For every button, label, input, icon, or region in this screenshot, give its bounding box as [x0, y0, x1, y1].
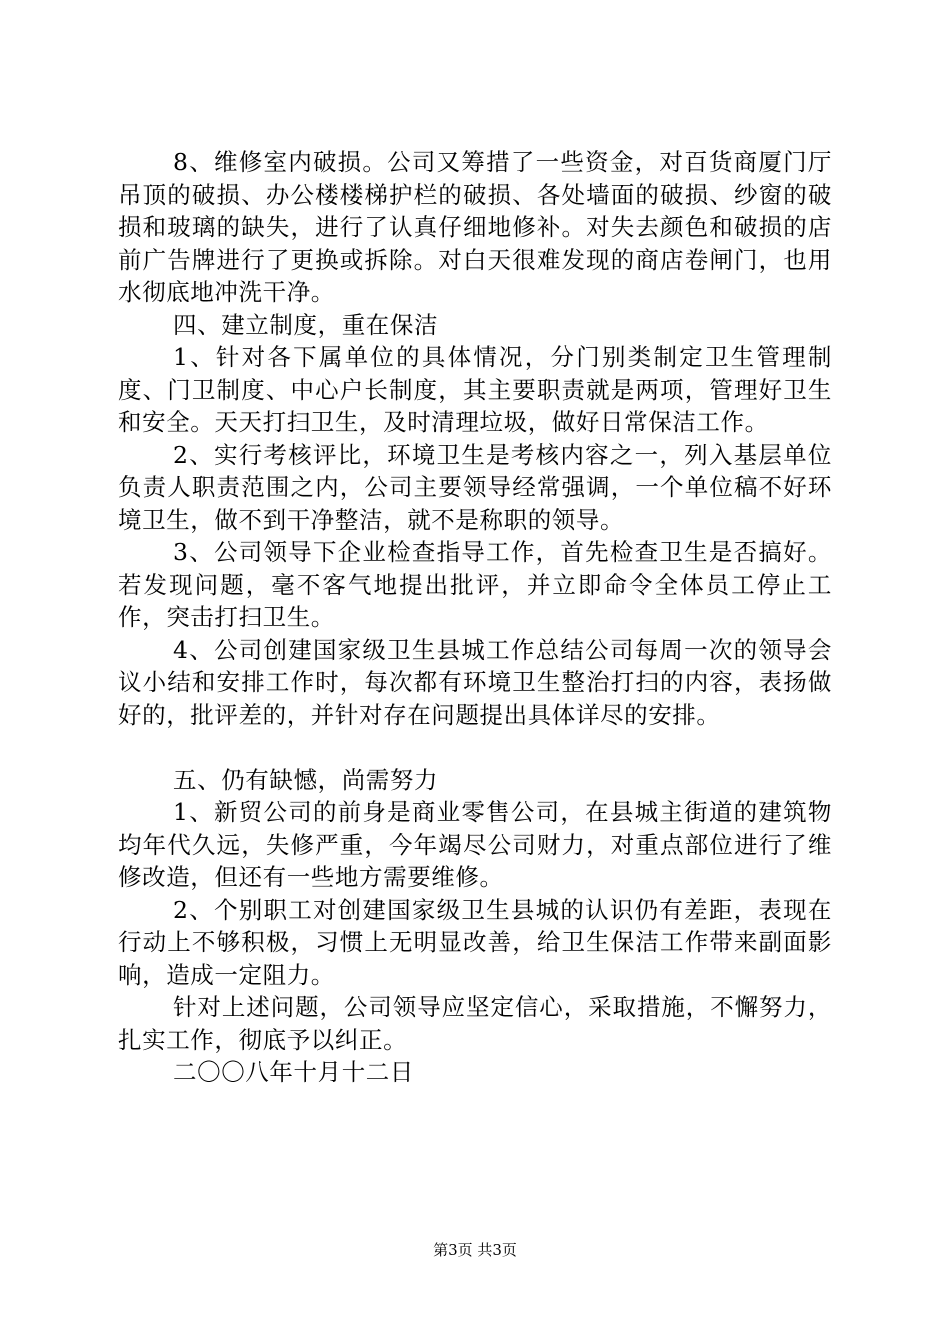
document-body [118, 146, 832, 1089]
paragraph-conclusion: 针对上述问题，公司领导应坚定信心，采取措施，不懈努力，扎实工作，彻底予以纠正。 [118, 993, 832, 1054]
page-number: 第3页 共3页 [433, 1241, 517, 1259]
section-heading-4: 四、建立制度，重在保洁 [173, 310, 439, 339]
section-heading-5: 五、仍有缺憾，尚需努力 [173, 765, 439, 794]
document-date: 二〇〇八年十月十二日 [173, 1058, 414, 1086]
paragraph-staff-awareness: 2、个别职工对创建国家级卫生县城的认识仍有差距，表现在行动上不够积极，习惯上无明显改善，给卫生保洁工作带来副面影响，造成一定阻力。 [118, 895, 832, 989]
paragraph-assessment: 2、实行考核评比，环境卫生是考核内容之一，列入基层单位负责人职责范围之内，公司主要领导经常强调，一个单位稿不好环境卫生，做不到干净整洁，就不是称职的领导。 [118, 440, 832, 534]
paragraph-repair-indoor-damage: 8、维修室内破损。公司又筹措了一些资金，对百货商厦门厅吊顶的破损、办公楼楼梯护栏的破损、各处墙面的破损、纱窗的破损和玻璃的缺失，进行了认真仔细地修补。对失去颜色和破损的店前广告牌进行了更换或拆除。对白天很难发现的商店卷闸门，也用水彻底地冲洗干净。 [118, 148, 832, 306]
paragraph-old-buildings: 1、新贸公司的前身是商业零售公司，在县城主街道的建筑物均年代久远，失修严重，今年竭尽公司财力，对重点部位进行了维修改造，但还有一些地方需要维修。 [118, 798, 832, 891]
paragraph-sanitation-rules: 1、针对各下属单位的具体情况，分门别类制定卫生管理制度、门卫制度、中心户长制度，其主要职责就是两项，管理好卫生和安全。天天打扫卫生，及时清理垃圾，做好日常保洁工作。 [118, 343, 832, 436]
paragraph-weekly-meeting: 4、公司创建国家级卫生县城工作总结公司每周一次的领导会议小结和安排工作时，每次都有环境卫生整治打扫的内容，表扬做好的，批评差的，并针对存在问题提出具体详尽的安排。 [118, 635, 832, 729]
blank-line [118, 731, 832, 764]
paragraph-inspection: 3、公司领导下企业检查指导工作，首先检查卫生是否搞好。若发现问题，毫不客气地提出批评，并立即命令全体员工停止工作，突击打扫卫生。 [118, 538, 832, 631]
page-footer [0, 1240, 950, 1260]
